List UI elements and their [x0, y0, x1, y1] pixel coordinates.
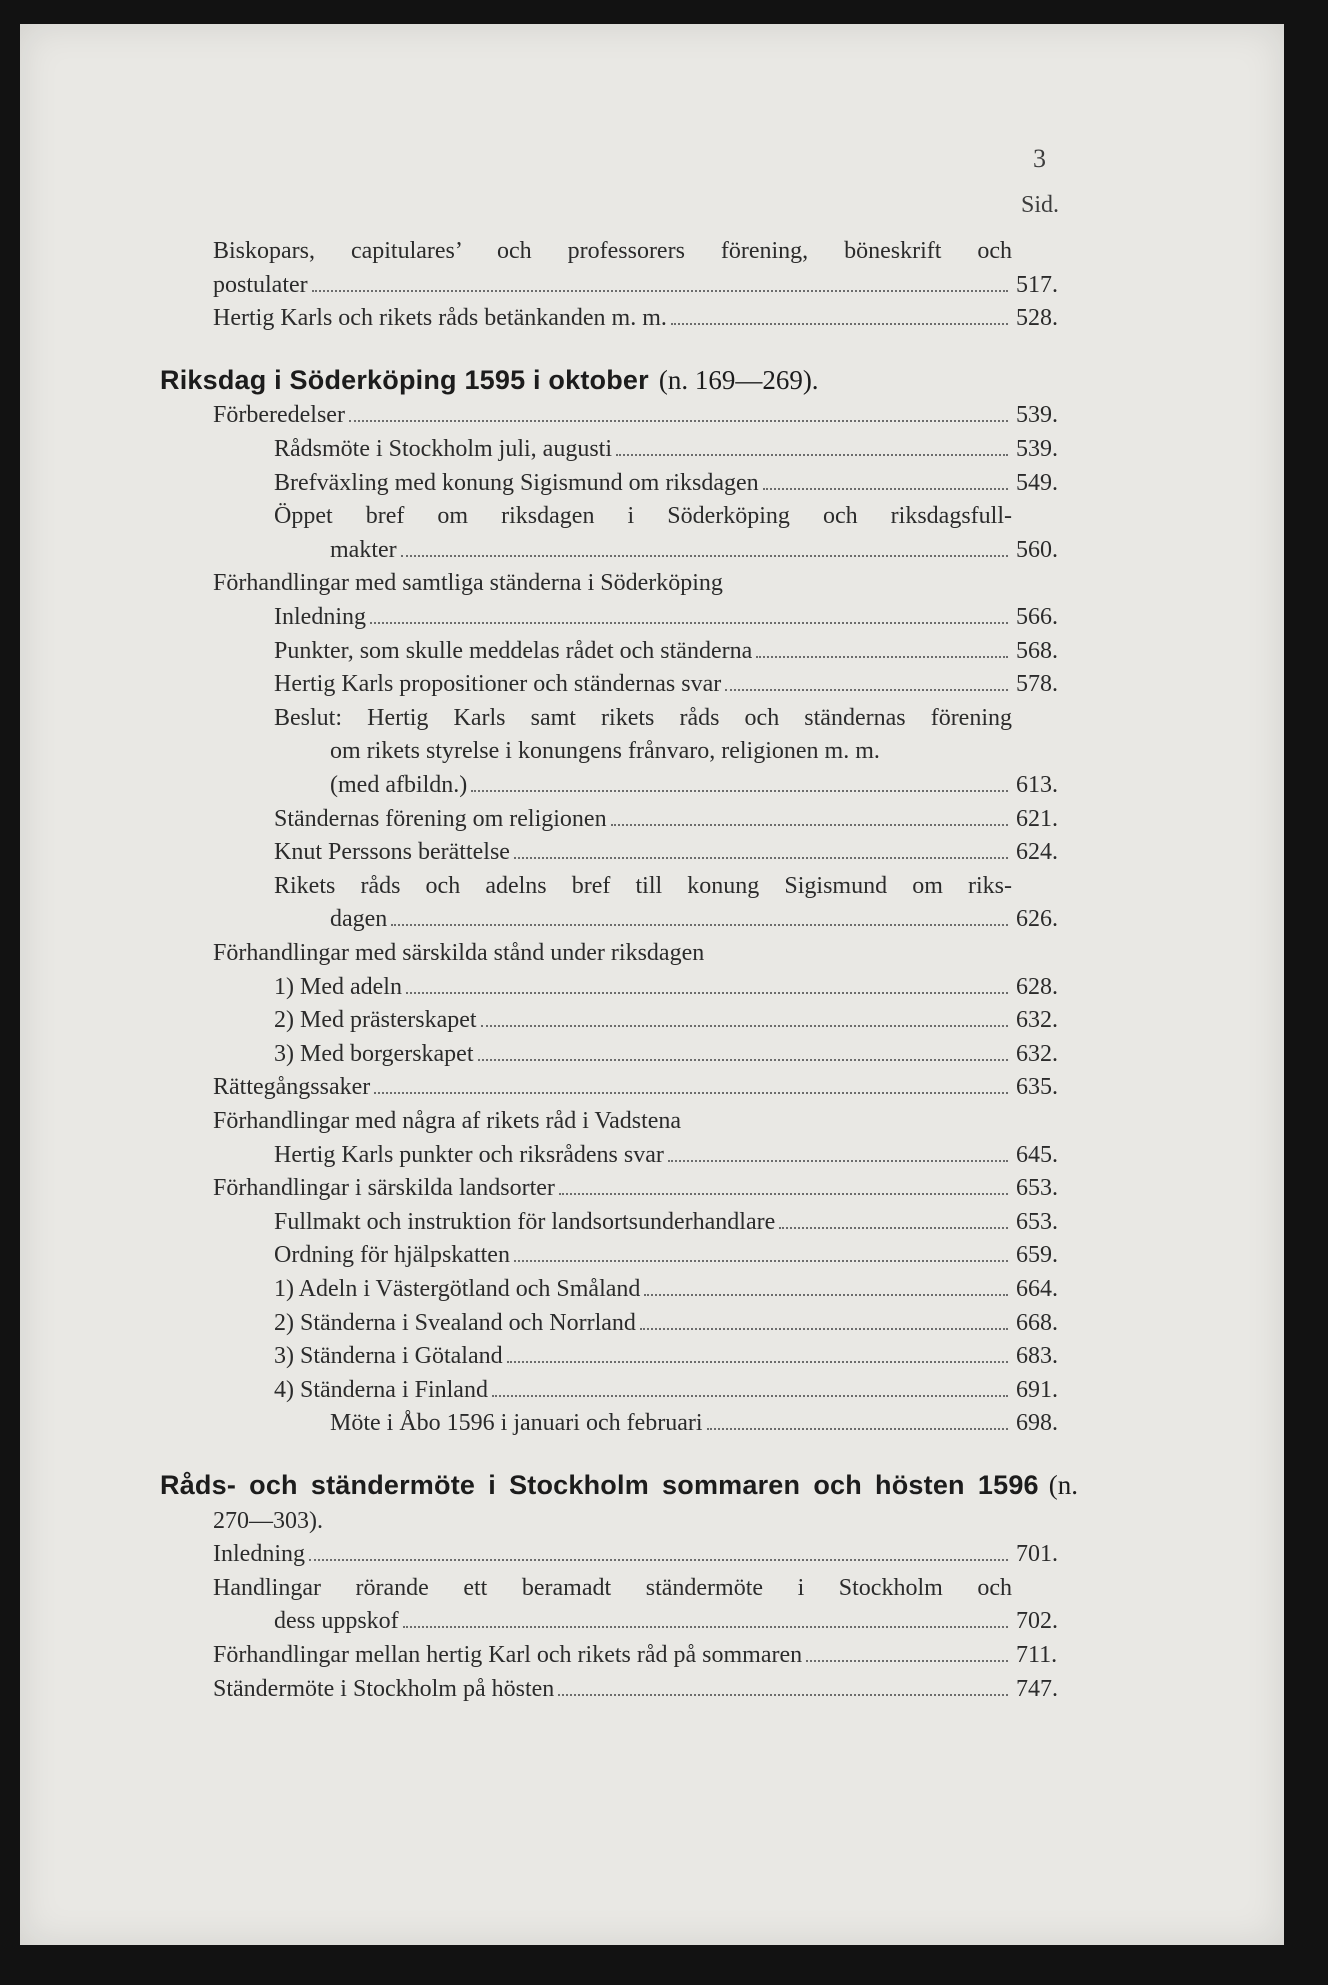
toc-entry	[330, 537, 1070, 571]
dot-leader	[514, 1258, 1008, 1262]
toc-entry	[274, 604, 1070, 638]
toc-entry-title: Rikets råds och adelns bref till konung Sigismund om riks-	[274, 872, 1012, 899]
dot-leader	[707, 1426, 1008, 1430]
toc-entry	[330, 738, 880, 772]
toc-entry-page: 747.	[1016, 1675, 1058, 1702]
dot-leader	[514, 855, 1008, 859]
toc-entry-title: Förhandlingar med några af rikets råd i Vadstena	[213, 1108, 682, 1134]
toc-entry-page: 539.	[1016, 436, 1058, 462]
toc-entry-title: Förberedelser	[213, 402, 345, 429]
dot-leader	[391, 922, 1008, 926]
dot-leader	[611, 822, 1008, 826]
toc-entry	[213, 1575, 1012, 1609]
section-heading-range: (n. 169—269).	[658, 364, 819, 395]
page-column-label: Sid.	[1021, 192, 1060, 218]
dot-leader	[349, 418, 1008, 422]
toc-entry-title: dagen	[330, 906, 388, 933]
dot-leader	[406, 990, 1008, 994]
toc-entry	[274, 1209, 1070, 1243]
dot-leader	[779, 1225, 1008, 1229]
toc-entry	[213, 272, 1070, 306]
toc-entry	[274, 1142, 1070, 1176]
section-heading-title: Riksdag i Söderköping 1595 i oktober	[160, 364, 649, 395]
toc-entry	[274, 436, 1070, 470]
toc-entry-page: 528.	[1016, 305, 1058, 332]
toc-entry	[213, 1175, 1070, 1209]
toc-entry-page: 632.	[1016, 1007, 1058, 1034]
section-heading-title: Råds- och ständermöte i Stockholm sommaren och hösten 1596	[160, 1470, 1039, 1500]
toc-entry-page: 668.	[1016, 1309, 1058, 1336]
toc-entry	[274, 705, 1012, 739]
toc-entry-title: Inledning	[213, 1541, 305, 1568]
dot-leader	[374, 1090, 1008, 1094]
dot-leader	[616, 452, 1008, 456]
toc-entry-page: 626.	[1016, 906, 1058, 933]
dot-leader	[401, 553, 1008, 557]
toc-entry-title: Förhandlingar mellan hertig Karl och rikets råd på sommaren	[213, 1642, 803, 1668]
toc-entry-title: Hertig Karls och rikets råds betänkanden m. m.	[213, 305, 667, 332]
dot-leader	[640, 1326, 1008, 1330]
toc-entry	[274, 1041, 1070, 1075]
toc-entry	[213, 1642, 1070, 1676]
toc-entry-title: Beslut: Hertig Karls samt rikets råds och ständernas förening	[274, 704, 1012, 731]
toc-entry	[213, 1074, 1070, 1108]
toc-entry	[274, 671, 1070, 705]
dot-leader	[558, 1692, 1008, 1696]
toc-entry	[213, 238, 1012, 272]
toc-entry-title: 2) Ständerna i Svealand och Norrland	[274, 1309, 636, 1336]
toc-entry	[213, 570, 723, 604]
dot-leader	[725, 687, 1008, 691]
toc-entry-title: Ständernas förening om religionen	[274, 805, 607, 832]
toc-entry-title: 1) Med adeln	[274, 973, 402, 1000]
toc-entry-title: om rikets styrelse i konungens frånvaro, religionen m. m.	[330, 738, 880, 765]
toc-entry-page: 549.	[1016, 469, 1058, 496]
toc-entry-page: 560.	[1016, 536, 1058, 563]
toc-entry-title: Ordning för hjälpskatten	[274, 1242, 510, 1269]
toc-entry-title: 4) Ständerna i Finland	[274, 1376, 488, 1403]
toc-entry-title: Fullmakt och instruktion för landsortsunderhandlare	[274, 1208, 776, 1235]
toc-entry-title: Förhandlingar med samtliga ständerna i Söderköping	[213, 570, 723, 597]
toc-entry	[330, 1410, 1070, 1444]
document-page	[20, 24, 1284, 1945]
toc-entry	[274, 1343, 1070, 1377]
section-heading	[160, 1470, 1078, 1506]
toc-entry-title: Förhandlingar i särskilda landsorter	[213, 1175, 555, 1202]
toc-entry-page: 632.	[1016, 1040, 1058, 1067]
toc-entry-page: 568.	[1016, 637, 1058, 664]
toc-entry	[274, 1310, 1070, 1344]
toc-entry-title: 1) Adeln i Västergötland och Småland	[274, 1276, 641, 1302]
toc-entry	[213, 1541, 1070, 1575]
toc-entry-title: Biskopars, capitulares’ och professorers förening, böneskrift och	[213, 238, 1012, 264]
dot-leader	[668, 1158, 1008, 1162]
toc-entry	[213, 1676, 1070, 1710]
toc-entry-title: 2) Med prästerskapet	[274, 1007, 477, 1034]
toc-entry	[274, 470, 1070, 504]
dot-leader	[492, 1393, 1008, 1397]
dot-leader	[559, 1191, 1008, 1195]
toc-entry-title: Inledning	[274, 604, 366, 630]
toc-entry	[274, 1242, 1070, 1276]
toc-entry-title: makter	[330, 536, 397, 563]
section-heading	[160, 365, 819, 401]
toc-entry	[330, 772, 1070, 806]
toc-entry-title: Rättegångssaker	[213, 1074, 371, 1101]
dot-leader	[644, 1292, 1008, 1296]
toc-entry-page: 702.	[1016, 1608, 1058, 1635]
table-of-contents	[20, 24, 1284, 1945]
toc-entry	[330, 906, 1070, 940]
dot-leader	[403, 1624, 1008, 1628]
toc-entry-page: 635.	[1016, 1074, 1058, 1101]
toc-entry	[213, 1108, 681, 1142]
toc-entry-page: 539.	[1016, 402, 1058, 429]
toc-entry-page: 578.	[1016, 671, 1058, 698]
dot-leader	[763, 486, 1008, 490]
toc-entry	[274, 1377, 1070, 1411]
dot-leader	[481, 1023, 1008, 1027]
toc-entry-page: 621.	[1016, 805, 1058, 832]
toc-entry-title: 270—303).	[213, 1507, 323, 1534]
dot-leader	[471, 788, 1008, 792]
dot-leader	[312, 288, 1008, 292]
dot-leader	[806, 1658, 1008, 1662]
toc-entry-page: 645.	[1016, 1141, 1058, 1168]
toc-entry	[213, 402, 1070, 436]
toc-entry-title: Hertig Karls propositioner och ständernas svar	[274, 671, 722, 698]
toc-entry-title: Knut Perssons berättelse	[274, 839, 510, 866]
dot-leader	[478, 1057, 1009, 1061]
toc-entry-title: Hertig Karls punkter och riksrådens svar	[274, 1141, 664, 1168]
toc-entry-page: 711.	[1016, 1642, 1058, 1668]
toc-entry-title: Förhandlingar med särskilda stånd under riksdagen	[213, 940, 705, 966]
toc-entry	[213, 305, 1070, 339]
toc-entry-title: Brefväxling med konung Sigismund om riksdagen	[274, 469, 759, 496]
toc-entry	[274, 1276, 1070, 1310]
toc-entry	[274, 873, 1012, 907]
toc-entry-page: 691.	[1016, 1376, 1058, 1403]
toc-entry-title: Punkter, som skulle meddelas rådet och ständerna	[274, 637, 753, 664]
toc-entry-title: 3) Ständerna i Götaland	[274, 1343, 503, 1370]
toc-entry-page: 613.	[1016, 772, 1058, 798]
toc-entry-title: Öppet bref om riksdagen i Söderköping och riksdagsfull-	[274, 503, 1012, 530]
toc-entry-title: (med afbildn.)	[330, 772, 468, 798]
toc-entry-page: 664.	[1016, 1276, 1058, 1302]
toc-entry-page: 659.	[1016, 1242, 1058, 1269]
toc-entry	[274, 806, 1070, 840]
dot-leader	[370, 620, 1008, 624]
toc-entry	[213, 940, 704, 974]
toc-entry-page: 701.	[1016, 1541, 1058, 1568]
toc-entry-title: Möte i Åbo 1596 i januari och februari	[330, 1410, 703, 1437]
toc-entry	[274, 839, 1070, 873]
toc-entry-title: 3) Med borgerskapet	[274, 1040, 474, 1067]
toc-entry-title: Ständermöte i Stockholm på hösten	[213, 1675, 555, 1702]
toc-entry-page: 566.	[1016, 604, 1058, 630]
toc-entry-page: 698.	[1016, 1410, 1058, 1437]
toc-entry	[213, 1508, 323, 1542]
dot-leader	[671, 321, 1008, 325]
toc-entry-page: 517.	[1016, 271, 1058, 298]
toc-entry	[274, 974, 1070, 1008]
toc-entry-title: Handlingar rörande ett beramadt ständermöte i Stockholm och	[213, 1574, 1012, 1601]
toc-entry-page: 683.	[1016, 1343, 1058, 1370]
dot-leader	[507, 1359, 1008, 1363]
page-number: 3	[1033, 144, 1046, 173]
toc-entry-title: dess uppskof	[274, 1608, 399, 1635]
toc-entry-page: 653.	[1016, 1175, 1058, 1202]
section-heading-range: (n.	[1048, 1470, 1078, 1500]
toc-entry-page: 624.	[1016, 839, 1058, 866]
toc-entry-page: 653.	[1016, 1208, 1058, 1235]
toc-entry-title: postulater	[213, 271, 308, 298]
dot-leader	[309, 1557, 1008, 1561]
toc-entry	[274, 638, 1070, 672]
toc-entry	[274, 1608, 1070, 1642]
toc-entry	[274, 1007, 1070, 1041]
toc-entry-page: 628.	[1016, 973, 1058, 1000]
dot-leader	[756, 654, 1008, 658]
toc-entry-title: Rådsmöte i Stockholm juli, augusti	[274, 436, 612, 462]
toc-entry	[274, 503, 1012, 537]
